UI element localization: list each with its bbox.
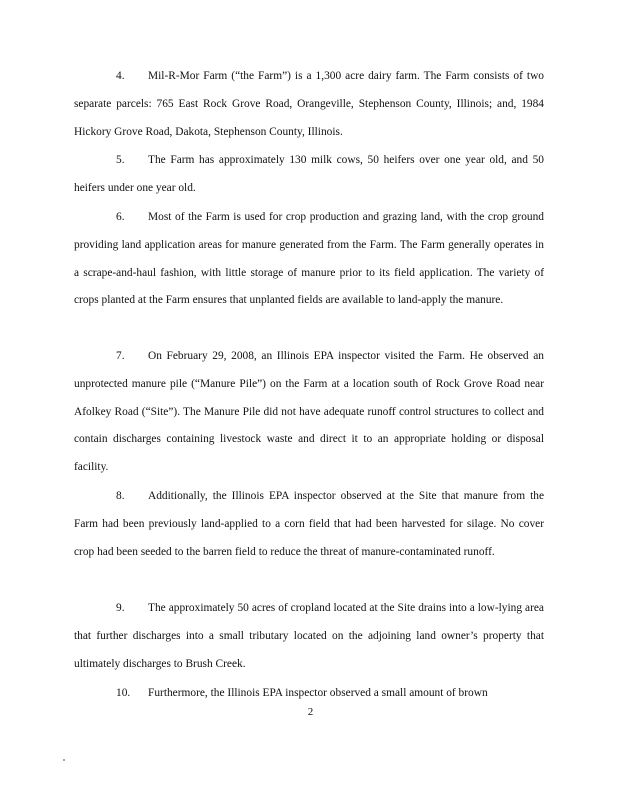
paragraph-text: Mil-R-Mor Farm (“the Farm”) is a 1,300 acre dairy farm. The Farm consists of two separate parcels: 765 East Rock Grove Road, Orangeville, Stephenson County, Illinois; and, 1984 Hickory Grove Road, Dakota, Stephenson County, Illinois. [74,70,544,138]
paragraph-number: 6. [116,211,125,223]
paragraph-text: Most of the Farm is used for crop production and grazing land, with the crop ground providing land application areas for manure generated from the Farm. The Farm generally operates in a scrape-and-haul fashion, with little storage of manure prior to its field application. The variety of crops planted at the Farm ensures that unplanted fields are available to land-apply the manure. [74,211,544,307]
paragraph-text: The Farm has approximately 130 milk cows, 50 heifers over one year old, and 50 heifers under one year old. [74,154,544,194]
paragraph-8 [74,483,544,566]
paragraph-number: 9. [116,602,125,614]
paragraph-5 [74,147,544,203]
paragraph-text: Additionally, the Illinois EPA inspector observed at the Site that manure from the Farm had been previously land-applied to a corn field that had been harvested for silage. No cover crop had been seeded to the barren field to reduce the threat of manure-contaminated runoff. [74,490,544,558]
paragraph-number: 4. [116,70,125,82]
paragraph-text: Furthermore, the Illinois EPA inspector observed a small amount of brown [148,687,488,699]
paragraph-text: On February 29, 2008, an Illinois EPA inspector visited the Farm. He observed an unprotected manure pile (“Manure Pile”) on the Farm at a location south of Rock Grove Road near Afolkey Road (“Site”). The Manure Pile did not have adequate runoff control structures to collect and contain discharges containing livestock waste and direct it to an appropriate holding or disposal facility. [74,350,544,474]
page-number: 2 [307,706,314,718]
paragraph-number: 10. [116,687,131,699]
paragraph-number: 8. [116,490,125,502]
paragraph-number: 5. [116,154,125,166]
paragraph-6 [74,204,544,315]
paragraph-10 [74,680,544,708]
paragraph-text: The approximately 50 acres of cropland located at the Site drains into a low-lying area that further discharges into a small tributary located on the adjoining land owner’s property that ultimately discharges to Brush Creek. [74,602,544,670]
paragraph-9 [74,595,544,678]
paragraph-7 [74,343,544,482]
paragraph-4 [74,63,544,146]
paragraph-number: 7. [116,350,125,362]
scan-speck [63,759,65,761]
